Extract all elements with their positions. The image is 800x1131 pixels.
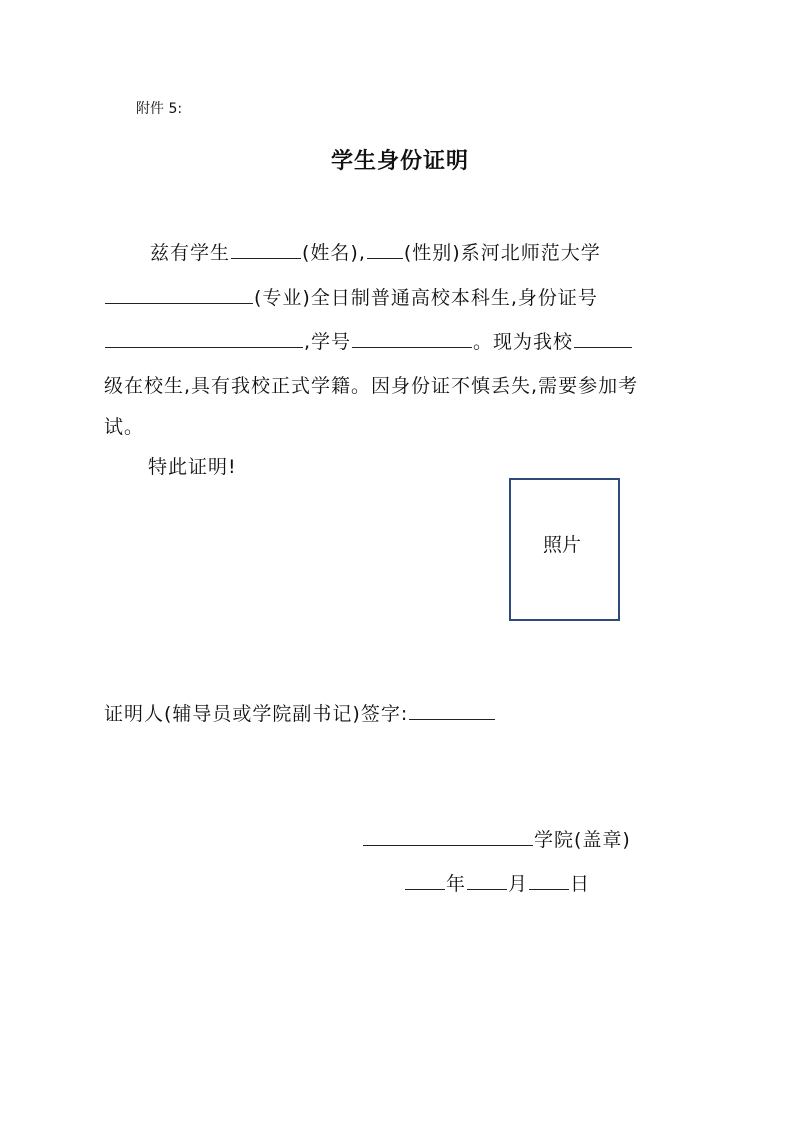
college-seal-line xyxy=(362,825,631,852)
body-line-3 xyxy=(104,327,633,354)
body-line-1 xyxy=(150,238,601,265)
student-number-blank xyxy=(352,333,472,348)
college-blank xyxy=(363,831,533,846)
document-title: 学生身份证明 xyxy=(330,148,469,174)
college-seal-label: 学院(盖章) xyxy=(534,829,631,851)
signature-blank xyxy=(409,705,495,720)
id-number-blank xyxy=(105,333,303,348)
body-line-6: 特此证明! xyxy=(148,456,237,478)
day-blank xyxy=(529,875,569,890)
photo-label: 照片 xyxy=(543,534,582,556)
month-label: 月 xyxy=(508,873,529,895)
body-text: 兹有学生 xyxy=(150,242,231,264)
grade-blank xyxy=(574,333,632,348)
photo-box xyxy=(509,478,620,621)
signature-label: 证明人(辅导员或学院副书记)签字: xyxy=(104,703,409,725)
year-blank xyxy=(405,875,445,890)
date-line xyxy=(404,869,590,896)
body-text: ,学号 xyxy=(304,331,352,353)
major-blank xyxy=(105,289,253,304)
signature-line xyxy=(104,699,496,726)
body-text: (性别)系河北师范大学 xyxy=(403,242,601,264)
body-line-5: 试。 xyxy=(104,416,145,438)
gender-blank xyxy=(367,244,403,259)
year-label: 年 xyxy=(446,873,467,895)
body-line-4: 级在校生,具有我校正式学籍。因身份证不慎丢失,需要参加考 xyxy=(104,375,639,397)
month-blank xyxy=(467,875,507,890)
attachment-label: 附件 5: xyxy=(136,101,183,117)
body-line-2 xyxy=(104,283,598,310)
body-text: (姓名), xyxy=(302,242,366,264)
name-blank xyxy=(231,244,301,259)
day-label: 日 xyxy=(570,873,591,895)
body-text: (专业)全日制普通高校本科生,身份证号 xyxy=(254,287,598,309)
body-text: 。现为我校 xyxy=(473,331,574,353)
